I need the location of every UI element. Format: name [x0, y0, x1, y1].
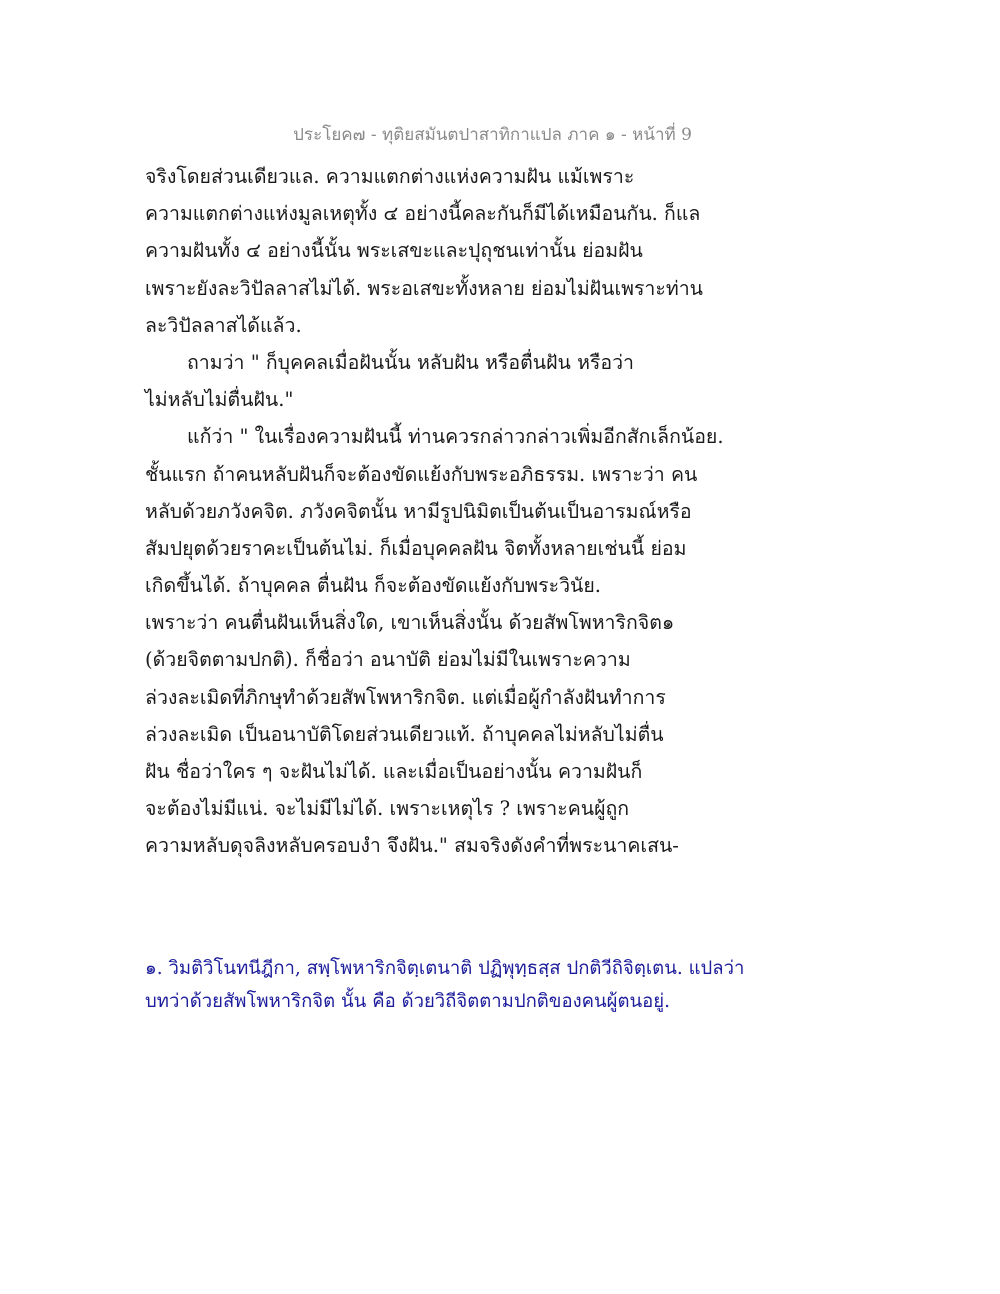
body-line: ล่วงละเมิด เป็นอนาบัติโดยส่วนเดียวแท้. ถ้าบุคคลไม่หลับไม่ตื่น — [145, 722, 664, 746]
body-line: ไม่หลับไม่ตื่นฝัน." — [145, 388, 294, 412]
body-line: (ด้วยจิตตามปกติ). ก็ชื่อว่า อนาบัติ ย่อมไม่มีในเพราะความ — [145, 648, 631, 672]
running-header: ประโยค๗ - ทุติยสมันตปาสาทิกาแปล ภาค ๑ - หน้าที่ 9 — [293, 125, 692, 145]
body-line: เพราะว่า คนตื่นฝันเห็นสิ่งใด, เขาเห็นสิ่งนั้น ด้วยสัพโพหาริกจิต๑ — [145, 611, 675, 635]
footnote-line: ๑. วิมติวิโนทนีฎีกา, สพฺโพหาริกจิตฺเตนาติ ปฏิพุทฺธสฺส ปกติวีถิจิตฺเตน. แปลว่า — [145, 958, 745, 979]
body-text — [145, 158, 865, 865]
body-line: ความหลับดุจลิงหลับครอบงำ จึงฝัน." สมจริงดังคำที่พระนาคเสน- — [145, 834, 679, 858]
body-line: สัมปยุตด้วยราคะเป็นต้นไม่. ก็เมื่อบุคคลฝัน จิตทั้งหลายเช่นนี้ ย่อม — [145, 536, 687, 560]
body-line: ละวิปัลลาสได้แล้ว. — [145, 313, 302, 337]
body-line: ชั้นแรก ถ้าคนหลับฝันก็จะต้องขัดแย้งกับพระอภิธรรม. เพราะว่า คน — [145, 462, 698, 486]
body-line: ความแตกต่างแห่งมูลเหตุทั้ง ๔ อย่างนี้คละกันก็มีได้เหมือนกัน. ก็แล — [145, 202, 701, 226]
footnotes — [145, 952, 865, 1018]
body-line: จะต้องไม่มีแน่. จะไม่มีไม่ได้. เพราะเหตุไร ? เพราะคนผู้ถูก — [145, 797, 630, 821]
footnote-line: บทว่าด้วยสัพโพหาริกจิต นั้น คือ ด้วยวิถีจิตตามปกติของคนผู้ตนอยู่. — [145, 991, 670, 1012]
body-line: จริงโดยส่วนเดียวแล. ความแตกต่างแห่งความฝัน แม้เพราะ — [145, 165, 635, 188]
body-line-paragraph-start: ถามว่า " ก็บุคคลเมื่อฝันนั้น หลับฝัน หรือตื่นฝัน หรือว่า — [187, 350, 635, 374]
body-line: ล่วงละเมิดที่ภิกษุทำด้วยสัพโพหาริกจิต. แต่เมื่อผู้กำลังฝันทำการ — [145, 685, 666, 709]
body-line: ฝัน ชื่อว่าใคร ๆ จะฝันไม่ได้. และเมื่อเป็นอย่างนั้น ความฝันก็ — [145, 760, 643, 783]
body-line: เพราะยังละวิปัลลาสไม่ได้. พระอเสขะทั้งหลาย ย่อมไม่ฝันเพราะท่าน — [145, 276, 703, 300]
body-line: ความฝันทั้ง ๔ อย่างนี้นั้น พระเสขะและปุถุชนเท่านั้น ย่อมฝัน — [145, 239, 643, 263]
body-line-paragraph-start: แก้ว่า " ในเรื่องความฝันนี้ ท่านควรกล่าวกล่าวเพิ่มอีกสักเล็กน้อย. — [187, 425, 724, 449]
body-line: เกิดขึ้นได้. ถ้าบุคคล ตื่นฝัน ก็จะต้องขัดแย้งกับพระวินัย. — [145, 574, 601, 598]
body-line: หลับด้วยภวังคจิต. ภวังคจิตนั้น หามีรูปนิมิตเป็นต้นเป็นอารมณ์หรือ — [145, 499, 692, 523]
